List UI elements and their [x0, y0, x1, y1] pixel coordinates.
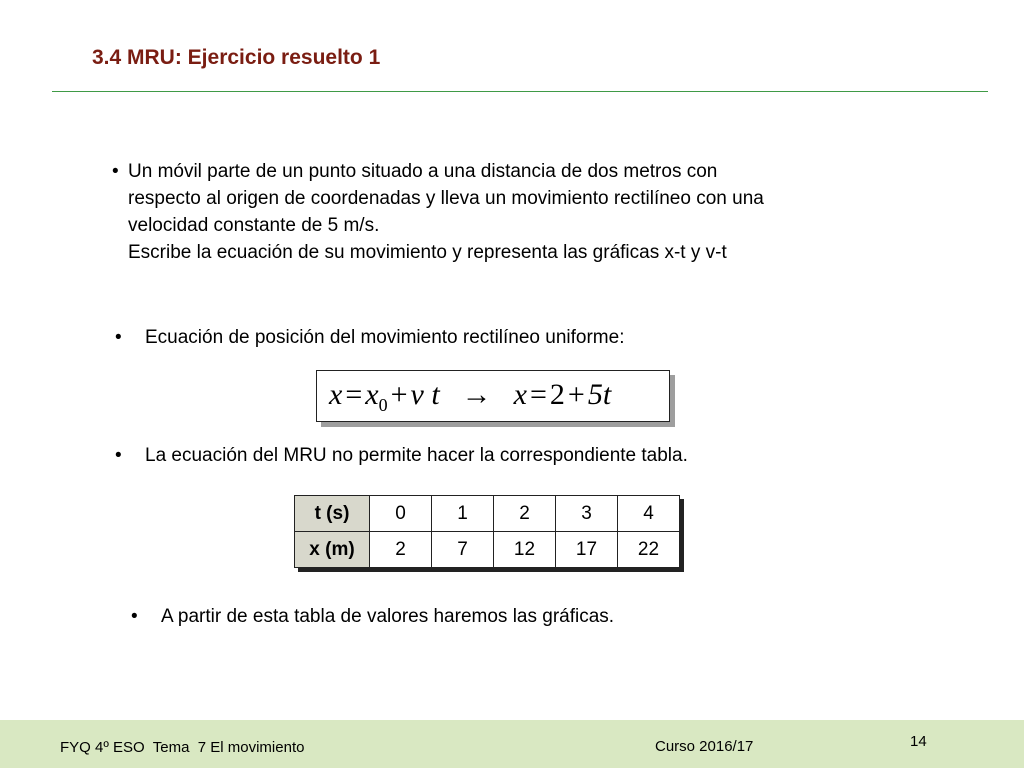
eq-x: x	[329, 378, 343, 411]
problem-line-4: Escribe la ecuación de su movimiento y representa las gráficas x-t y v-t	[128, 242, 727, 263]
footer-year: Curso 2016/17	[655, 738, 754, 755]
eq-plus-2: +	[567, 378, 585, 411]
bullet-dot: •	[112, 161, 119, 182]
mru-equation	[329, 377, 611, 423]
bullet-dot: •	[131, 606, 138, 627]
table-cell: 0	[370, 496, 432, 532]
arrow-icon: →	[461, 378, 492, 411]
table-cell: 1	[432, 496, 494, 532]
eq-subscript-0: 0	[378, 395, 388, 415]
table-cell: 12	[494, 532, 556, 568]
table-row-position	[295, 532, 680, 568]
eq-plus: +	[390, 378, 408, 411]
table-header-x: x (m)	[295, 532, 370, 568]
eq-equals: =	[345, 378, 363, 411]
table-cell: 4	[618, 496, 680, 532]
eq-five-t: 5t	[587, 378, 612, 411]
eq-equals-2: =	[530, 378, 547, 411]
eq-t: t	[431, 378, 440, 411]
problem-line-3: velocidad constante de 5 m/s.	[128, 215, 380, 236]
bullet-dot: •	[115, 445, 122, 466]
conclusion-text: A partir de esta tabla de valores haremos las gráficas.	[161, 606, 615, 627]
bullet-table-intro	[115, 442, 688, 469]
footer-course: FYQ 4º ESO Tema 7 El movimiento	[60, 739, 305, 756]
eq-x0: x	[365, 378, 379, 411]
page-number: 14	[910, 733, 927, 750]
table-header-t: t (s)	[295, 496, 370, 532]
problem-statement	[112, 158, 912, 266]
bullet-dot: •	[115, 327, 122, 348]
table-cell: 17	[556, 532, 618, 568]
equation-box	[316, 370, 670, 422]
problem-line-2: respecto al origen de coordenadas y lleva un movimiento rectilíneo con una	[128, 188, 764, 209]
position-equation-text: Ecuación de posición del movimiento rectilíneo uniforme:	[145, 327, 625, 348]
eq-x-result: x	[513, 378, 527, 411]
table-cell: 3	[556, 496, 618, 532]
values-table	[294, 495, 680, 568]
problem-line-1: Un móvil parte de un punto situado a una distancia de dos metros con	[128, 161, 718, 182]
table-cell: 7	[432, 532, 494, 568]
bullet-conclusion	[131, 603, 614, 630]
title-divider	[52, 91, 988, 92]
slide-title: 3.4 MRU: Ejercicio resuelto 1	[92, 46, 381, 69]
table-cell: 2	[370, 532, 432, 568]
table-intro-text: La ecuación del MRU no permite hacer la correspondiente tabla.	[145, 445, 688, 466]
table-row-time	[295, 496, 680, 532]
bullet-position-equation	[115, 324, 624, 351]
table-cell: 22	[618, 532, 680, 568]
eq-v: v	[410, 378, 424, 411]
table-cell: 2	[494, 496, 556, 532]
eq-two: 2	[549, 378, 565, 411]
